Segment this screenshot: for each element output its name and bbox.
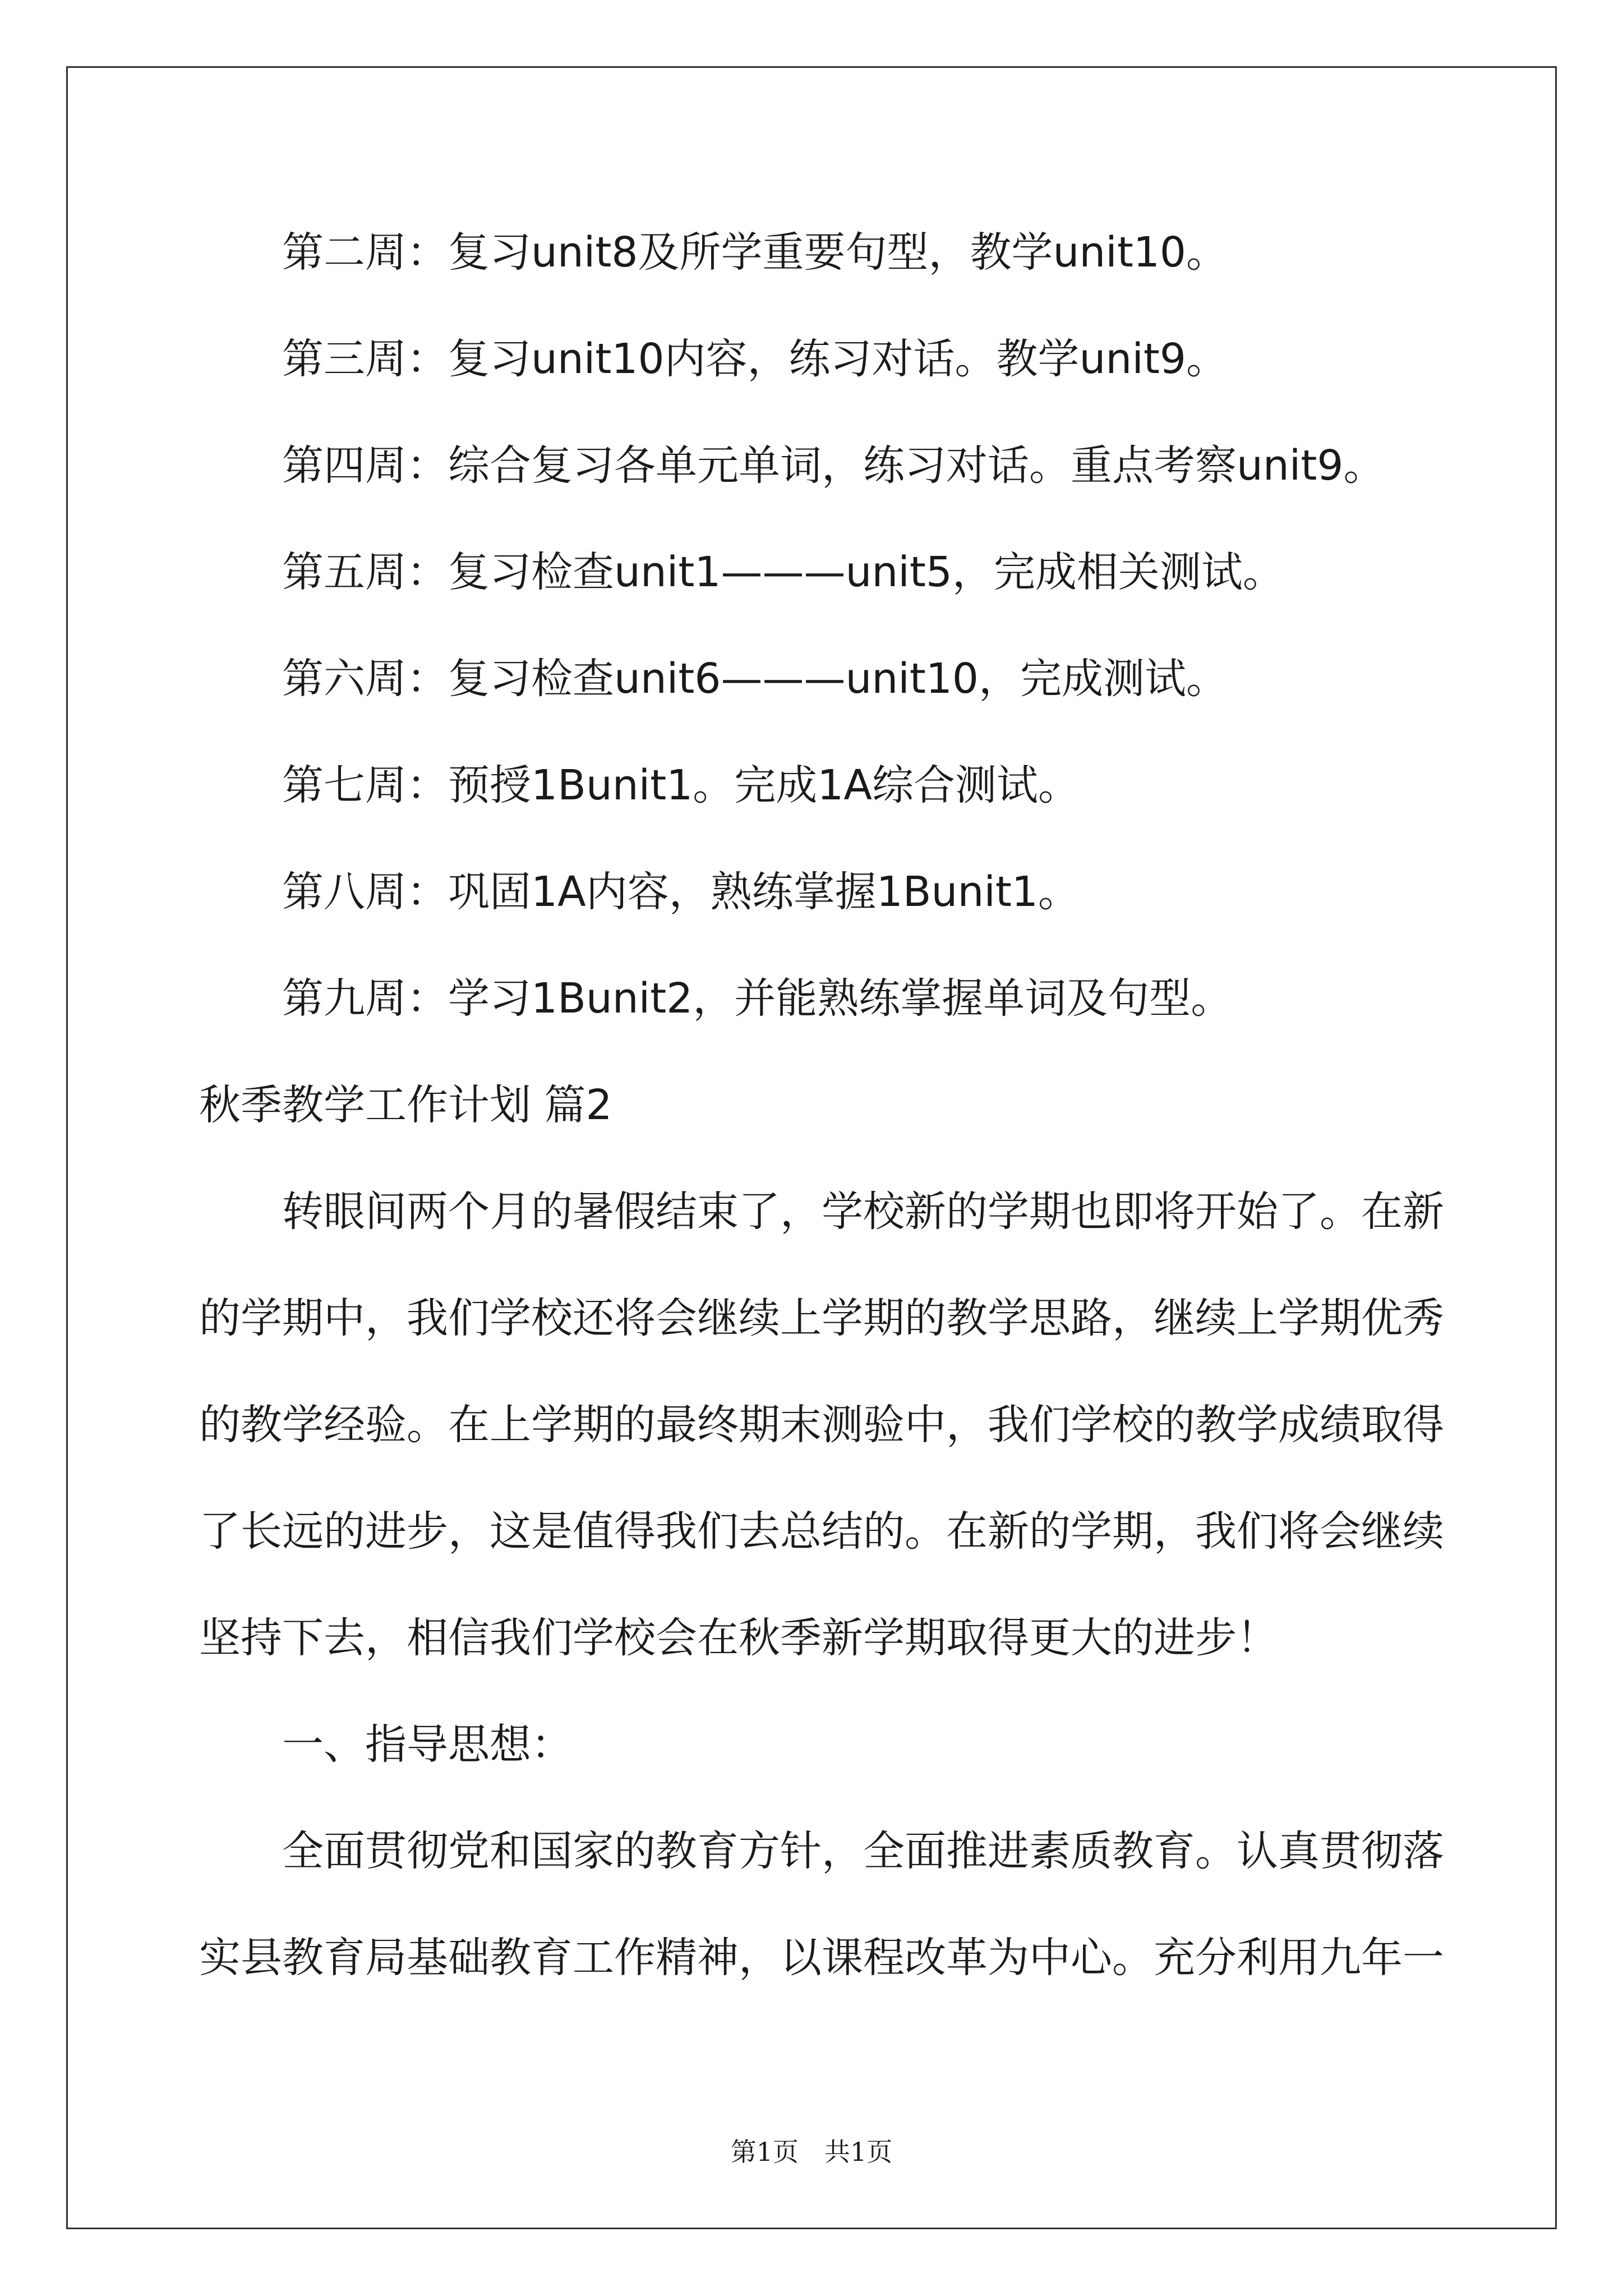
paragraph-line: 全面贯彻党和国家的教育方针，全面推进素质教育。认真贯彻落: [282, 1827, 1444, 1875]
week-plan-line: 第七周：预授1Bunit1。完成1A综合测试。: [282, 761, 1080, 809]
week-plan-line: 第六周：复习检查unit6———unit10，完成测试。: [282, 655, 1228, 703]
subheading: 一、指导思想：: [282, 1720, 573, 1769]
week-plan-line: 第八周：巩固1A内容，熟练掌握1Bunit1。: [282, 868, 1080, 916]
paragraph-line: 的教学经验。在上学期的最终期末测验中，我们学校的教学成绩取得: [199, 1401, 1444, 1449]
week-plan-line: 第四周：综合复习各单元单词，练习对话。重点考察unit9。: [282, 441, 1385, 490]
page-border: [66, 66, 1557, 2229]
week-plan-line: 第三周：复习unit10内容，练习对话。教学unit9。: [282, 335, 1228, 383]
paragraph-line: 的学期中，我们学校还将会继续上学期的教学思路，继续上学期优秀: [199, 1294, 1444, 1342]
paragraph-line: 转眼间两个月的暑假结束了，学校新的学期也即将开始了。在新: [282, 1188, 1444, 1236]
week-plan-line: 第九周：学习1Bunit2，并能熟练掌握单词及句型。: [282, 974, 1233, 1023]
paragraph-line: 实县教育局基础教育工作精神，以课程改革为中心。充分利用九年一: [199, 1934, 1444, 1982]
week-plan-line: 第二周：复习unit8及所学重要句型，教学unit10。: [282, 228, 1228, 277]
week-plan-line: 第五周：复习检查unit1———unit5，完成相关测试。: [282, 548, 1284, 596]
page-footer: 第1页 共1页: [730, 2137, 893, 2167]
paragraph-line: 坚持下去，相信我们学校会在秋季新学期取得更大的进步！: [199, 1614, 1278, 1662]
paragraph-line: 了长远的进步，这是值得我们去总结的。在新的学期，我们将会继续: [199, 1507, 1444, 1556]
section-title: 秋季教学工作计划 篇2: [199, 1081, 612, 1129]
